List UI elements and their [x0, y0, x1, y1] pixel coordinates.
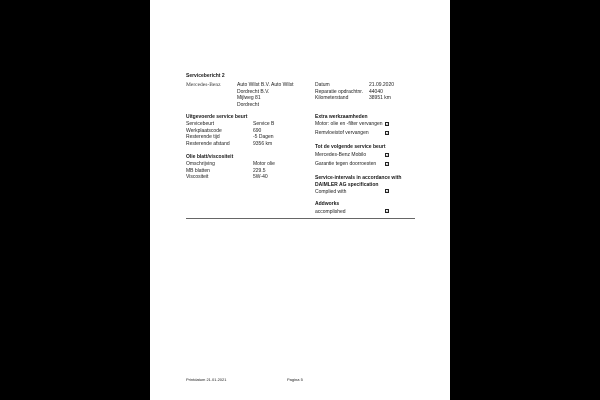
extra-item-label: Motor: olie en -filter vervangen	[315, 121, 383, 127]
dealer-line: Dordrecht	[237, 101, 259, 108]
info-label-mileage: Kilometerstand	[315, 95, 349, 101]
oil-value: 5W-40	[253, 174, 268, 180]
service-label: Resterende afstand	[186, 140, 230, 147]
oil-label: Viscositeit	[186, 174, 209, 180]
intervals-heading: DAIMLER AG specification	[315, 181, 379, 188]
oil-heading: Olie blatt/viscositeit	[186, 154, 234, 160]
info-label-order: Reparatie opdrachtnr.	[315, 88, 364, 95]
document-page	[150, 0, 450, 400]
report-title: Servicebericht 2	[186, 73, 225, 79]
footer-page-number: Pagina 5	[287, 377, 303, 382]
service-value: 690	[253, 127, 262, 134]
extra-item-label: Remvloeistof vervangen	[315, 130, 369, 136]
service-label: Servicebeurt	[186, 121, 215, 127]
info-value-mileage: 38951 km	[369, 95, 391, 101]
intervals-item-label: Complied with	[315, 188, 347, 195]
addworks-item-label: accomplished	[315, 208, 346, 215]
service-value: -5 Dagen	[253, 134, 274, 140]
next-service-item-label: Garantie tegen doorroesten	[315, 161, 377, 167]
service-heading: Uitgevoerde service beurt	[186, 114, 248, 120]
service-label: Resterende tijd	[186, 134, 220, 140]
info-label-date: Datum	[315, 82, 330, 88]
checkbox-checked-icon	[385, 162, 389, 166]
info-value-order: 44040	[369, 88, 383, 95]
info-value-date: 21.09.2020	[369, 82, 395, 88]
dealer-line: Mijlweg 81	[237, 95, 261, 101]
checkbox-checked-icon	[385, 153, 389, 157]
dealer-line: Dordrecht B.V.	[237, 88, 270, 95]
oil-value: Motor olie	[253, 161, 275, 167]
checkbox-checked-icon	[385, 131, 389, 135]
service-label: Werkplaatscode	[186, 127, 222, 134]
intervals-heading: Service-intervals in accordance with	[315, 175, 402, 181]
addworks-heading: Addworks	[315, 201, 340, 207]
checkbox-checked-icon	[385, 122, 389, 126]
checkbox-checked-icon	[385, 209, 389, 213]
dealer-line: Auto Wilst B.V. Auto Wilst	[237, 82, 294, 88]
divider	[186, 218, 415, 219]
next-service-item-label: Mercedes-Benz Mobilo	[315, 152, 367, 158]
service-value: Service B	[253, 121, 275, 127]
extra-heading: Extra werkzaamheden	[315, 114, 368, 120]
checkbox-checked-icon	[385, 189, 389, 193]
service-value: 9356 km	[253, 140, 273, 147]
next-service-heading: Tot de volgende service beurt	[315, 144, 386, 150]
oil-value: 229.5	[253, 167, 266, 174]
brand-logo: Mercedes-Benz	[186, 82, 221, 88]
footer-print-date: Printdatum 21.01.2021	[186, 377, 227, 382]
oil-label: Omschrijving	[186, 161, 215, 167]
oil-label: MB blatten	[186, 167, 210, 174]
